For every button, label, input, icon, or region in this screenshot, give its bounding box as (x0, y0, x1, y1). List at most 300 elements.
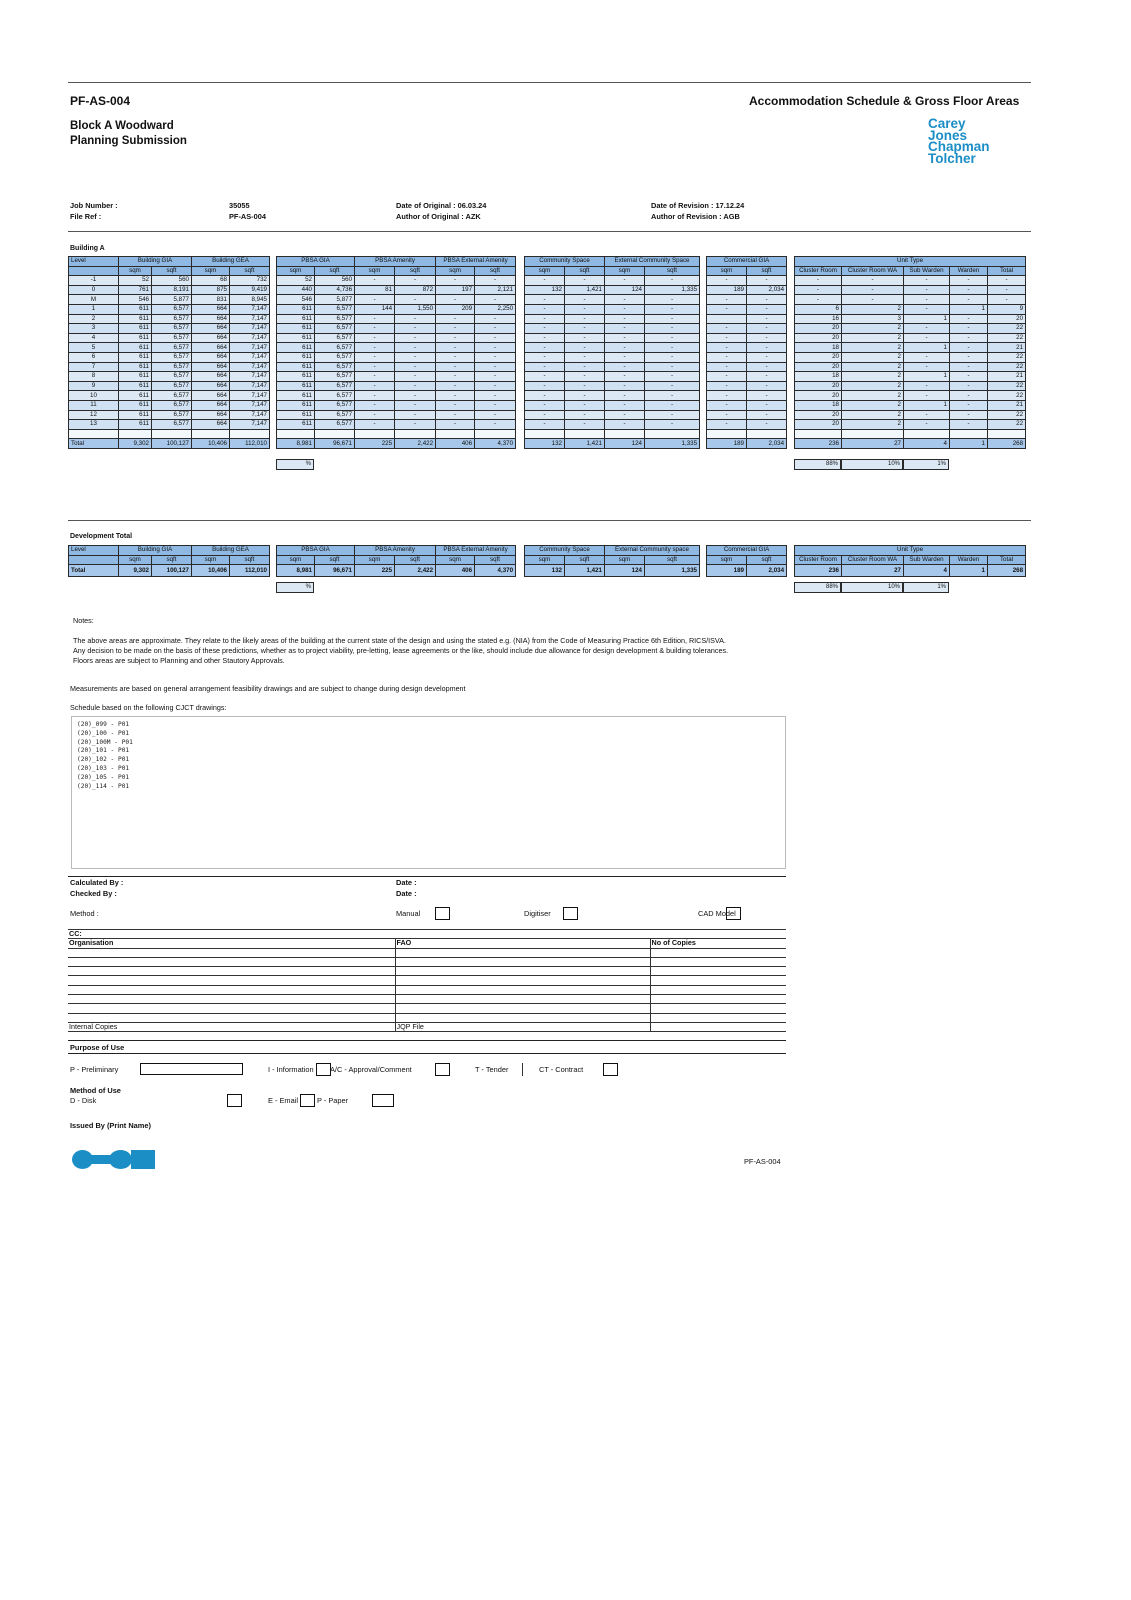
table-cell: - (436, 420, 475, 430)
table-cell: - (707, 391, 747, 401)
table-row (795, 381, 1026, 391)
table-cell: 6,577 (152, 352, 192, 362)
table-cell (988, 429, 1026, 439)
table-row (795, 362, 1026, 372)
table-cell: - (565, 314, 605, 324)
table-cell: - (904, 333, 950, 343)
table-cell: - (707, 276, 747, 286)
table-cell: 6,577 (315, 381, 355, 391)
table-row (277, 276, 516, 286)
table-cell (119, 429, 152, 439)
cc-cell[interactable] (395, 957, 650, 966)
table-cell: 7,147 (230, 400, 270, 410)
unit-header: Cluster Room (795, 266, 842, 276)
table-cell: - (525, 400, 565, 410)
information-checkbox[interactable] (316, 1063, 331, 1076)
table-cell: - (525, 295, 565, 305)
table-row (277, 324, 516, 334)
table-cell: - (605, 410, 645, 420)
unit-header: sqm (277, 555, 315, 565)
table-cell: 6,577 (152, 343, 192, 353)
table-cell: 4 (69, 333, 119, 343)
table-cell: - (475, 400, 516, 410)
table-cell: - (525, 352, 565, 362)
table-cell: - (904, 391, 950, 401)
digitiser-checkbox[interactable] (563, 907, 578, 920)
total-cell: 96,671 (315, 565, 355, 577)
table-cell: - (904, 295, 950, 305)
cc-row (68, 976, 786, 985)
total-label: Total (69, 565, 119, 577)
table-cell: - (525, 333, 565, 343)
table-row (525, 285, 700, 295)
table-cell: 6,577 (152, 362, 192, 372)
table-cell: 611 (119, 381, 152, 391)
table-cell: - (605, 381, 645, 391)
unit-header: sqm (525, 266, 565, 276)
unit-header: Cluster Room WA (842, 266, 904, 276)
table-cell (69, 429, 119, 439)
group-header: Level (69, 546, 119, 556)
table-cell: 611 (119, 362, 152, 372)
paper-checkbox[interactable] (372, 1094, 394, 1107)
table-cell: 664 (192, 400, 230, 410)
approval-label: A/C - Approval/Comment (330, 1065, 412, 1074)
table-row (277, 381, 516, 391)
cc-cell[interactable] (395, 1004, 650, 1013)
cc-cell[interactable] (395, 967, 650, 976)
cc-cell[interactable] (395, 976, 650, 985)
table-cell: - (950, 400, 988, 410)
cc-cell[interactable] (68, 976, 395, 985)
cc-cell[interactable] (395, 1013, 650, 1022)
cc-table (68, 929, 786, 1032)
table-cell: 664 (192, 314, 230, 324)
total-cell: 112,010 (230, 565, 270, 577)
table-cell: 611 (277, 333, 315, 343)
table-row (707, 333, 787, 343)
cc-cell[interactable] (650, 976, 786, 985)
doc-ref: PF-AS-004 (70, 94, 131, 108)
table-cell: - (355, 324, 395, 334)
table-cell: - (904, 352, 950, 362)
table-cell: 7,147 (230, 333, 270, 343)
table-cell: - (605, 333, 645, 343)
internal-copies-label: Internal Copies (68, 1022, 395, 1031)
group-header: Building GEA (192, 546, 270, 556)
unit-header-row (525, 266, 700, 276)
cad-model-label: CAD Model (698, 909, 736, 918)
unit-header-row (707, 555, 787, 565)
group-header: Commercial GIA (707, 546, 787, 556)
table-row (707, 400, 787, 410)
cc-cell[interactable] (68, 967, 395, 976)
date-label-2: Date : (396, 889, 417, 898)
area-table-block (524, 256, 700, 449)
table-row (795, 285, 1026, 295)
table-cell: - (565, 276, 605, 286)
table-cell: - (747, 295, 787, 305)
table-cell: - (436, 276, 475, 286)
area-table-block (68, 545, 270, 577)
total-row (707, 439, 787, 449)
cc-row (68, 948, 786, 957)
table-cell: 611 (119, 304, 152, 314)
schedule-intro: Schedule based on the following CJCT drawings: (70, 703, 227, 712)
table-cell: 20 (795, 333, 842, 343)
cc-cell[interactable] (650, 1022, 786, 1031)
table-cell: 2 (842, 420, 904, 430)
table-cell: - (395, 420, 436, 430)
group-header: Building GEA (192, 257, 270, 267)
unit-header: sqm (436, 266, 475, 276)
table-cell: - (475, 333, 516, 343)
manual-checkbox[interactable] (435, 907, 450, 920)
footer-ref: PF-AS-004 (744, 1157, 781, 1166)
table-cell: - (475, 276, 516, 286)
date-label-1: Date : (396, 878, 417, 887)
unit-header: sqft (315, 266, 355, 276)
unit-header: sqft (565, 555, 605, 565)
total-cell: 268 (988, 565, 1026, 577)
table-row (69, 372, 270, 382)
unit-header: Warden (950, 266, 988, 276)
table-cell: - (605, 314, 645, 324)
group-header-row (277, 546, 516, 556)
file-ref-label: File Ref : (70, 212, 102, 221)
total-cell: 225 (355, 565, 395, 577)
table-cell: - (707, 381, 747, 391)
table-cell: - (436, 324, 475, 334)
cc-cell[interactable] (68, 957, 395, 966)
table-cell: - (525, 372, 565, 382)
table-cell: 124 (605, 285, 645, 295)
total-cell: 132 (525, 439, 565, 449)
total-cell: 10,406 (192, 565, 230, 577)
table-cell: 6,577 (152, 372, 192, 382)
table-cell: 20 (795, 391, 842, 401)
table-cell: - (645, 295, 700, 305)
table-cell: 209 (436, 304, 475, 314)
table-cell: 732 (230, 276, 270, 286)
total-cell: 124 (605, 439, 645, 449)
table-cell: 22 (988, 381, 1026, 391)
cc-cell[interactable] (650, 948, 786, 957)
cc-cell[interactable] (650, 985, 786, 994)
unit-percent-cell: 1% (903, 582, 949, 593)
table-cell: 2,034 (747, 285, 787, 295)
unit-percent-cell: 1% (903, 459, 949, 470)
table-cell: - (645, 304, 700, 314)
table-row (707, 372, 787, 382)
unit-header: sqft (395, 555, 436, 565)
table-cell: - (605, 343, 645, 353)
table-cell: - (950, 285, 988, 295)
unit-header: sqm (605, 555, 645, 565)
table-cell: - (605, 304, 645, 314)
table-cell (605, 429, 645, 439)
table-cell: - (436, 410, 475, 420)
table-row (277, 410, 516, 420)
table-cell: 144 (355, 304, 395, 314)
table-cell: 12 (69, 410, 119, 420)
unit-header: sqm (525, 555, 565, 565)
group-header: Unit Type (795, 546, 1026, 556)
tender-divider (522, 1063, 523, 1076)
total-cell: 27 (842, 439, 904, 449)
table-cell: - (645, 343, 700, 353)
unit-header: sqm (119, 555, 152, 565)
contract-checkbox[interactable] (603, 1063, 618, 1076)
area-table-block (794, 545, 1026, 577)
unit-header-row (69, 266, 270, 276)
table-cell: - (645, 420, 700, 430)
table-cell: - (707, 333, 747, 343)
total-cell: 1,421 (565, 565, 605, 577)
table-row (795, 420, 1026, 430)
table-cell: 1,550 (395, 304, 436, 314)
total-cell: 1,335 (645, 565, 700, 577)
table-row (277, 285, 516, 295)
unit-header: Warden (950, 555, 988, 565)
table-row (707, 391, 787, 401)
unit-percent-cell: 88% (794, 582, 841, 593)
table-cell: - (747, 276, 787, 286)
unit-header: sqft (475, 266, 516, 276)
preliminary-label: P - Preliminary (70, 1065, 119, 1074)
preliminary-field[interactable] (140, 1063, 243, 1075)
table-cell: 20 (988, 314, 1026, 324)
table-cell: 9 (988, 304, 1026, 314)
unit-header: sqm (192, 266, 230, 276)
total-row (525, 565, 700, 577)
jqp-file-label: JQP File (395, 1022, 650, 1031)
table-cell: - (842, 276, 904, 286)
cc-cell[interactable] (395, 995, 650, 1004)
unit-header-row (277, 555, 516, 565)
unit-header: sqm (707, 266, 747, 276)
table-cell: 664 (192, 420, 230, 430)
total-cell: 9,302 (119, 565, 152, 577)
table-cell: 22 (988, 420, 1026, 430)
table-cell: - (950, 410, 988, 420)
total-cell: 112,010 (230, 439, 270, 449)
table-cell: - (355, 276, 395, 286)
area-table-block (706, 256, 787, 449)
table-row (795, 343, 1026, 353)
table-cell: - (355, 295, 395, 305)
table-cell: 6,577 (152, 391, 192, 401)
group-header: Building GIA (119, 257, 192, 267)
table-cell: - (645, 400, 700, 410)
table-cell (645, 429, 700, 439)
table-cell: 18 (795, 372, 842, 382)
unit-header: sqft (645, 266, 700, 276)
table-cell: - (707, 362, 747, 372)
table-cell: 7,147 (230, 372, 270, 382)
cc-cell[interactable] (650, 957, 786, 966)
table-cell: 611 (277, 352, 315, 362)
company-logo: Carey Jones Chapman Tolcher (928, 116, 990, 166)
table-cell: 2 (842, 362, 904, 372)
unit-header: sqm (355, 555, 395, 565)
cc-cell[interactable] (68, 1013, 395, 1022)
table-cell: 2 (842, 410, 904, 420)
paper-label: P - Paper (317, 1096, 349, 1105)
table-cell: 6,577 (152, 420, 192, 430)
unit-percent-cell: 10% (841, 582, 903, 593)
table-cell: - (707, 410, 747, 420)
table-cell: 9 (69, 381, 119, 391)
table-row (525, 410, 700, 420)
approval-checkbox[interactable] (435, 1063, 450, 1076)
unit-header: sqft (565, 266, 605, 276)
table-row (795, 352, 1026, 362)
table-cell: - (565, 352, 605, 362)
information-label: I - Information (268, 1065, 314, 1074)
calculated-by-label: Calculated By : (70, 878, 124, 887)
drawing-item: (20)_101 - P01 (77, 747, 130, 755)
table-row (69, 304, 270, 314)
table-row (525, 333, 700, 343)
meta-rule (68, 231, 1031, 232)
cc-title-row (68, 930, 786, 939)
table-cell: - (747, 333, 787, 343)
table-cell: 22 (988, 352, 1026, 362)
table-cell: 132 (525, 285, 565, 295)
table-cell: 2 (842, 372, 904, 382)
table-cell: 7,147 (230, 410, 270, 420)
cc-cell[interactable] (395, 948, 650, 957)
table-cell (436, 429, 475, 439)
cc-cell[interactable] (395, 985, 650, 994)
table-row (525, 295, 700, 305)
table-cell: - (355, 372, 395, 382)
cc-cell[interactable] (68, 995, 395, 1004)
group-header: PBSA External Amenity (436, 546, 516, 556)
table-row (795, 276, 1026, 286)
table-cell: - (525, 381, 565, 391)
table-row (707, 276, 787, 286)
table-row (69, 352, 270, 362)
table-row (525, 391, 700, 401)
table-cell (230, 429, 270, 439)
table-cell: - (565, 324, 605, 334)
disk-checkbox[interactable] (227, 1094, 242, 1107)
table-row (277, 420, 516, 430)
table-cell: - (747, 324, 787, 334)
cc-cell[interactable] (650, 967, 786, 976)
table-cell: 2 (842, 391, 904, 401)
total-cell: 406 (436, 565, 475, 577)
table-row (277, 352, 516, 362)
total-cell: 8,981 (277, 565, 315, 577)
table-cell: - (355, 314, 395, 324)
table-cell: 68 (192, 276, 230, 286)
table-cell: - (795, 295, 842, 305)
unit-header-row (277, 266, 516, 276)
table-cell: - (395, 276, 436, 286)
cc-cell[interactable] (68, 1004, 395, 1013)
cc-cell[interactable] (68, 948, 395, 957)
table-row (795, 410, 1026, 420)
table-row (69, 391, 270, 401)
group-header: Commercial GIA (707, 257, 787, 267)
table-cell: 5,877 (315, 295, 355, 305)
table-cell: 7,147 (230, 314, 270, 324)
cc-row (68, 1004, 786, 1013)
unit-header-row (795, 266, 1026, 276)
unit-header-row (69, 555, 270, 565)
group-header: PBSA Amenity (355, 257, 436, 267)
table-cell (795, 429, 842, 439)
measurements-note: Measurements are based on general arrangement feasibility drawings and are subject to change during design development (70, 684, 466, 693)
table-row (795, 372, 1026, 382)
table-cell: - (950, 372, 988, 382)
table-cell: - (525, 410, 565, 420)
table-cell: 664 (192, 372, 230, 382)
table-cell: - (645, 372, 700, 382)
table-cell: 664 (192, 410, 230, 420)
cc-cell[interactable] (68, 985, 395, 994)
total-cell: 4 (904, 565, 950, 577)
cc-row (68, 967, 786, 976)
table-cell: M (69, 295, 119, 305)
group-header: Unit Type (795, 257, 1026, 267)
cc-cell[interactable] (650, 1013, 786, 1022)
cc-cell[interactable] (650, 1004, 786, 1013)
table-cell: - (525, 314, 565, 324)
table-cell: - (395, 372, 436, 382)
table-cell: - (525, 362, 565, 372)
table-cell: - (565, 343, 605, 353)
cc-row (68, 995, 786, 1004)
table-cell: - (355, 410, 395, 420)
group-header-row (707, 546, 787, 556)
table-cell: 7,147 (230, 352, 270, 362)
table-cell: 664 (192, 333, 230, 343)
table-row (525, 352, 700, 362)
table-row (795, 314, 1026, 324)
total-cell: 236 (795, 565, 842, 577)
purpose-rule-bottom (68, 1053, 786, 1054)
table-cell: - (904, 410, 950, 420)
table-cell: - (395, 391, 436, 401)
unit-header: Total (988, 555, 1026, 565)
table-cell: 20 (795, 362, 842, 372)
email-checkbox[interactable] (300, 1094, 315, 1107)
group-header: Level (69, 257, 119, 267)
table-row (277, 343, 516, 353)
table-row (69, 314, 270, 324)
table-cell: 831 (192, 295, 230, 305)
table-cell: 7,147 (230, 304, 270, 314)
unit-header: Cluster Room WA (842, 555, 904, 565)
table-cell: - (707, 352, 747, 362)
contract-label: CT - Contract (539, 1065, 584, 1074)
table-cell: 6,577 (315, 314, 355, 324)
unit-header-row (795, 555, 1026, 565)
table-cell: - (707, 400, 747, 410)
dev-rule (68, 520, 1031, 521)
total-cell: 1,421 (565, 439, 605, 449)
cc-cell[interactable] (650, 995, 786, 1004)
spacer-row (707, 429, 787, 439)
note-line: Floors areas are subject to Planning and other Stautory Approvals. (73, 655, 285, 665)
table-cell: 1 (904, 372, 950, 382)
table-cell: 22 (988, 362, 1026, 372)
table-cell: - (565, 362, 605, 372)
